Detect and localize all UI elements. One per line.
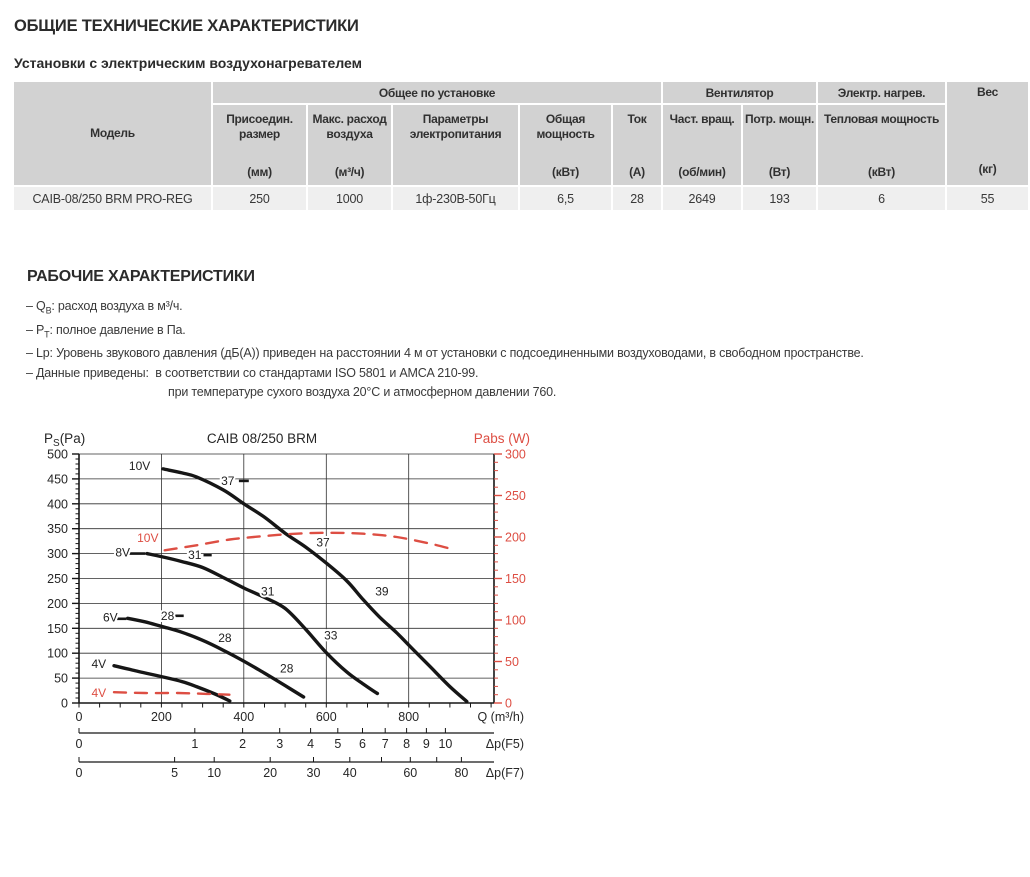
svg-text:6V: 6V [102, 610, 118, 625]
note-line: – Lp: Уровень звукового давления (дБ(А)) приведен на расстоянии 4 м от установки с подсоединенными воздуховодами, в свободном пространстве. [26, 346, 864, 361]
col-header-weight [947, 82, 1028, 185]
cell-supply: 1ф-230В-50Гц [393, 187, 518, 210]
svg-text:28: 28 [160, 608, 175, 623]
group-header-heater: Электр. нагрев. [818, 82, 945, 103]
rpm-label: Част. вращ. [669, 112, 735, 126]
chart-axes [47, 448, 526, 725]
flow-label: Макс. расход воздуха [312, 112, 387, 141]
col-header-current [613, 105, 661, 185]
supply-label: Параметры электропитания [409, 112, 502, 141]
svg-text:2: 2 [239, 737, 247, 751]
svg-text:500: 500 [47, 447, 68, 462]
svg-text:200: 200 [505, 530, 526, 545]
svg-text:5: 5 [171, 766, 179, 780]
specs-table [14, 82, 1028, 210]
svg-text:7: 7 [381, 737, 389, 751]
col-header-power [520, 105, 611, 185]
cell-flow: 1000 [308, 187, 391, 210]
page-title: ОБЩИЕ ТЕХНИЧЕСКИЕ ХАРАКТЕРИСТИКИ [14, 17, 359, 35]
performance-chart-box [30, 425, 545, 795]
note-line: – $Q_В$: расход воздуха в м³/ч. [26, 299, 183, 316]
size-label: Присоедин. размер [226, 112, 293, 141]
rpm-unit: (об/мин) [678, 165, 726, 179]
page-subtitle: Установки с электрическим воздухонагревателем [14, 55, 363, 71]
svg-text:4V: 4V [91, 686, 107, 700]
svg-text:4: 4 [307, 737, 315, 751]
note-line: – $P_Т$: полное давление в Па. [26, 322, 186, 340]
cell-power: 6,5 [520, 187, 611, 210]
group-header-fan: Вентилятор [663, 82, 816, 103]
svg-text:0: 0 [75, 737, 83, 751]
col-header-fanpow [743, 105, 816, 185]
svg-text:28: 28 [280, 661, 294, 676]
svg-text:10: 10 [438, 737, 453, 751]
svg-text:0: 0 [75, 766, 83, 780]
sub-axis-0 [76, 728, 524, 751]
col-header-size [213, 105, 306, 185]
weight-unit: (кг) [978, 162, 997, 176]
col-header-heat [818, 105, 945, 185]
svg-text:60: 60 [403, 766, 418, 780]
svg-text:0: 0 [61, 696, 68, 711]
svg-text:31: 31 [188, 548, 202, 563]
svg-text:8V: 8V [115, 545, 131, 560]
svg-text:30: 30 [306, 766, 321, 780]
svg-text:80: 80 [454, 766, 469, 780]
cell-rpm: 2649 [663, 187, 741, 210]
svg-text:9: 9 [422, 737, 430, 751]
cell-weight: 55 [947, 187, 1028, 210]
svg-text:50: 50 [505, 655, 519, 669]
svg-text:20: 20 [263, 766, 278, 780]
svg-text:150: 150 [47, 621, 68, 636]
svg-text:Δp(F7): Δp(F7) [485, 766, 524, 780]
section-title: РАБОЧИЕ ХАРАКТЕРИСТИКИ [27, 268, 255, 285]
fanpow-label: Потр. мощн. [745, 112, 814, 126]
svg-text:37: 37 [316, 535, 330, 550]
weight-label: Вес [977, 85, 998, 99]
svg-text:200: 200 [150, 710, 172, 724]
group-header-general: Общее по установке [213, 82, 661, 103]
power-label: Общая мощность [536, 112, 595, 141]
performance-chart [30, 425, 545, 790]
chart-titles [44, 431, 530, 449]
flow-unit: (м³/ч) [334, 165, 365, 179]
current-label: Ток [627, 112, 647, 126]
svg-text:10V: 10V [137, 530, 159, 545]
svg-text:350: 350 [47, 522, 68, 537]
svg-text:600: 600 [315, 710, 337, 724]
svg-text:10V: 10V [128, 459, 151, 473]
svg-text:800: 800 [398, 710, 420, 724]
svg-text:PS(Pa): $P_S(Pa)$ [44, 431, 86, 449]
cell-heat: 6 [818, 187, 945, 210]
svg-text:CAIB 08/250 BRM: CAIB 08/250 BRM [206, 431, 318, 446]
svg-text:5: 5 [334, 737, 342, 751]
sub-axis-1 [76, 757, 524, 780]
power-unit: (кВт) [552, 165, 579, 179]
svg-text:0: 0 [505, 696, 512, 711]
col-header-supply [393, 105, 518, 185]
svg-text:300: 300 [47, 547, 68, 562]
svg-text:8: 8 [403, 737, 411, 751]
svg-text:100: 100 [47, 646, 68, 661]
svg-text:400: 400 [47, 497, 68, 512]
svg-text:Pabs (W): Pabs (W) [473, 431, 530, 446]
size-unit: (мм) [247, 165, 272, 179]
svg-text:150: 150 [505, 572, 526, 586]
cell-current: 28 [613, 187, 661, 210]
svg-text:4V: 4V [91, 657, 107, 672]
fanpow-unit: (Вт) [768, 165, 791, 179]
svg-text:40: 40 [342, 766, 357, 780]
heat-unit: (кВт) [868, 165, 895, 179]
svg-text:3: 3 [276, 737, 284, 751]
col-header-rpm [663, 105, 741, 185]
svg-text:6: 6 [359, 737, 366, 751]
svg-text:50: 50 [54, 671, 68, 686]
svg-text:33: 33 [324, 628, 338, 643]
svg-text:39: 39 [375, 584, 389, 599]
cell-size: 250 [213, 187, 306, 210]
note-line: – Данные приведены: в соответствии со стандартами ISO 5801 и AMCA 210-99. [26, 365, 479, 380]
svg-text:450: 450 [47, 472, 68, 487]
col-header-model: Модель [14, 82, 211, 185]
cell-model: CAIB-08/250 BRM PRO-REG [14, 187, 211, 210]
svg-text:300: 300 [505, 447, 526, 462]
heat-label: Тепловая мощность [823, 112, 940, 126]
svg-text:Q (m³/h): Q (m³/h) [477, 710, 524, 724]
svg-text:31: 31 [261, 584, 275, 599]
svg-text:400: 400 [233, 710, 255, 724]
svg-text:1: 1 [191, 737, 199, 751]
svg-text:250: 250 [505, 489, 526, 503]
notes-list [26, 297, 1021, 402]
svg-text:28: 28 [218, 630, 232, 645]
current-unit: (А) [629, 165, 645, 179]
cell-fanpow: 193 [743, 187, 816, 210]
svg-text:10: 10 [207, 766, 222, 780]
svg-text:37: 37 [221, 473, 235, 488]
svg-text:100: 100 [505, 613, 526, 628]
note-line: при температуре сухого воздуха 20°С и атмосферном давлении 760. [168, 384, 557, 399]
svg-text:250: 250 [47, 572, 68, 586]
svg-text:0: 0 [75, 710, 83, 724]
col-header-flow [308, 105, 391, 185]
svg-text:200: 200 [47, 596, 68, 611]
svg-text:Δp(F5): Δp(F5) [485, 737, 524, 751]
